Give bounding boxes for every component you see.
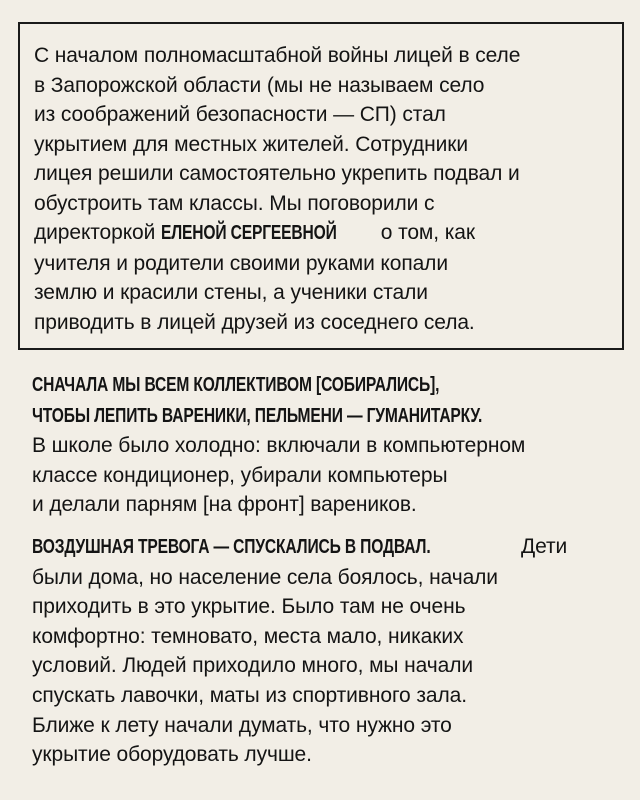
body-line: условий. Людей приходило много, мы начали xyxy=(32,654,473,678)
section-headline xyxy=(32,370,627,401)
body-line: были дома, но население села боялось, начали xyxy=(32,565,498,589)
headline-text: ВОЗДУШНАЯ ТРЕВОГА — СПУСКАЛИСЬ В ПОДВАЛ. xyxy=(32,536,431,558)
body-line: укрытие оборудовать лучше. xyxy=(32,743,312,767)
body-line: классе кондиционер, убирали компьютеры xyxy=(32,463,448,487)
intro-text: директоркой xyxy=(34,221,156,244)
body-line: Ближе к лету начали думать, что нужно это xyxy=(32,713,452,737)
intro-text: о том, как xyxy=(380,221,475,244)
section-headline-line xyxy=(32,532,627,563)
intro-line: С началом полномасштабной войны лицей в селе xyxy=(34,44,521,67)
intro-box xyxy=(18,22,624,350)
body-text: Дети xyxy=(521,535,568,558)
intro-line: лицея решили самостоятельно укрепить подвал и xyxy=(34,162,520,185)
intro-line: в Запорожской области (мы не называем село xyxy=(34,73,485,97)
intro-line: обустроить там классы. Мы поговорили с xyxy=(34,191,435,215)
interviewee-name: ЕЛЕНОЙ СЕРГЕЕВНОЙ xyxy=(161,222,337,244)
headline-text: СНАЧАЛА МЫ ВСЕМ КОЛЛЕКТИВОМ [СОБИРАЛИСЬ], xyxy=(32,374,440,396)
section-1 xyxy=(32,370,627,520)
section-2 xyxy=(32,532,627,770)
body-line: спускать лавочки, маты из спортивного зала. xyxy=(32,683,467,707)
body-line: приходить в это укрытие. Было там не очень xyxy=(32,595,466,619)
body-line: комфортно: темновато, места мало, никаких xyxy=(32,624,464,648)
section-headline xyxy=(32,401,627,432)
body-line: В школе было холодно: включали в компьютерном xyxy=(32,434,526,458)
intro-line: из соображений безопасности — СП) стал xyxy=(34,103,446,126)
body-line: и делали парням [на фронт] вареников. xyxy=(32,493,417,517)
intro-line: землю и красили стены, а ученики стали xyxy=(34,281,428,304)
intro-line: приводить в лицей друзей из соседнего села. xyxy=(34,310,475,334)
intro-line: укрытием для местных жителей. Сотрудники xyxy=(34,132,468,156)
intro-line-with-name xyxy=(34,218,608,249)
headline-text: ЧТОБЫ ЛЕПИТЬ ВАРЕНИКИ, ПЕЛЬМЕНИ — ГУМАНИТАРКУ. xyxy=(32,404,483,427)
intro-line: учителя и родители своими руками копали xyxy=(34,251,448,275)
